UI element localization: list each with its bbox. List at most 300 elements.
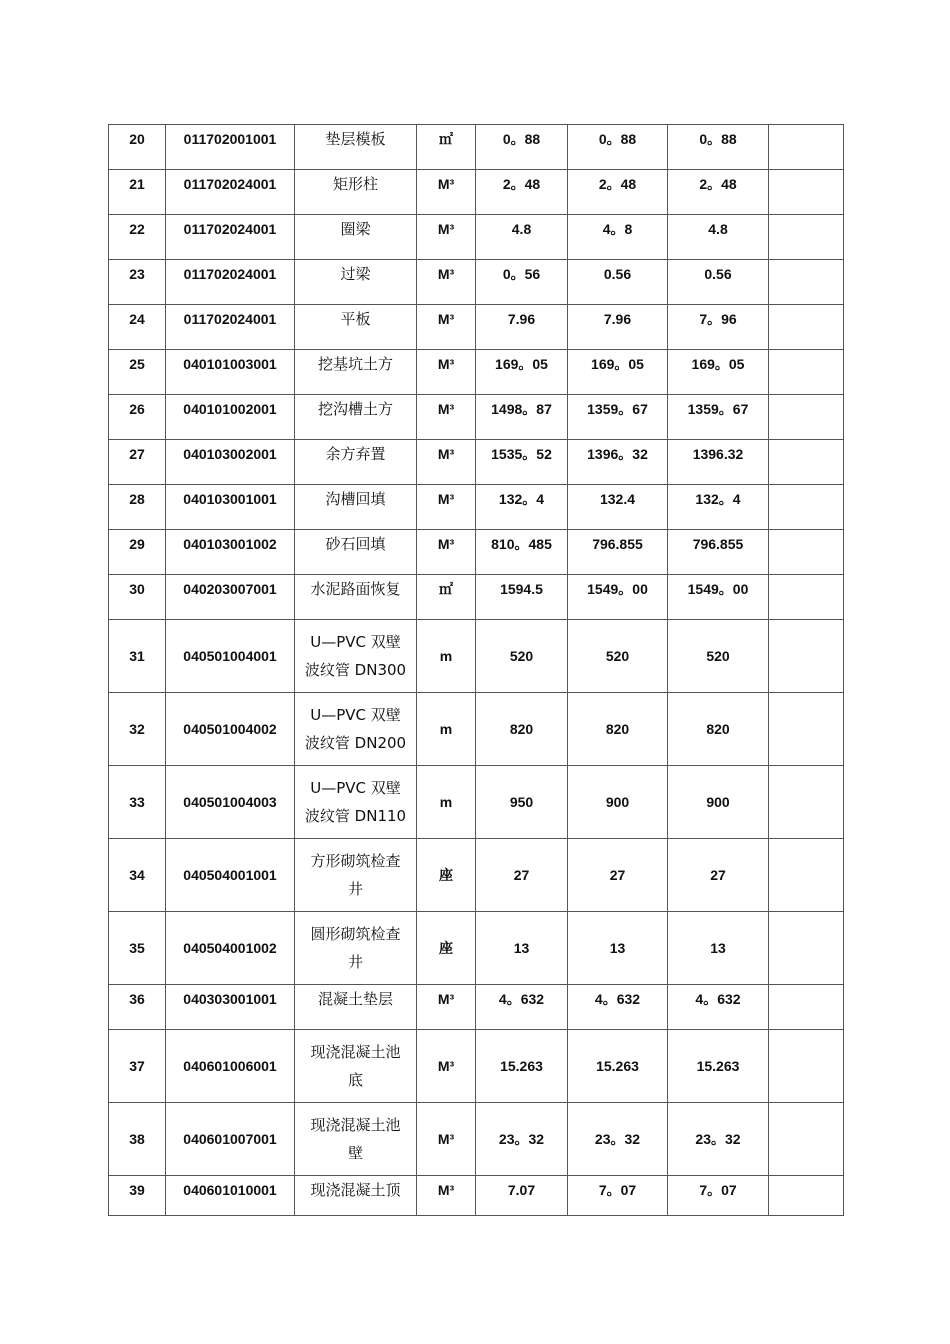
unit-cell-text: M³	[437, 401, 455, 417]
item-code-cell	[166, 693, 295, 766]
quantity-3-cell	[668, 620, 769, 693]
unit-cell-text: M³	[437, 536, 455, 552]
quantity-1-cell	[476, 305, 568, 350]
table-row	[109, 125, 844, 170]
quantity-1-cell-text: 13	[513, 940, 530, 956]
quantity-3-cell-text: 2。48	[699, 176, 737, 192]
item-code-cell-text: 040203007001	[183, 581, 277, 597]
item-code-cell	[166, 305, 295, 350]
unit-cell	[417, 125, 476, 170]
quantity-3-cell	[668, 170, 769, 215]
quantity-2-cell-text: 27	[609, 867, 626, 883]
row-number-cell-text: 33	[129, 794, 145, 810]
quantity-3-cell	[668, 1030, 769, 1103]
table-row	[109, 350, 844, 395]
quantity-3-cell-text: 4。632	[695, 991, 741, 1007]
quantity-3-cell-text: 15.263	[696, 1058, 740, 1074]
item-code-cell-text: 040103002001	[183, 446, 277, 462]
quantity-3-cell	[668, 1176, 769, 1216]
item-code-cell	[166, 215, 295, 260]
quantity-3-cell-text: 900	[706, 794, 730, 810]
item-name-cell-text: 平板	[340, 310, 371, 328]
item-name-line-1: 现浇混凝土池	[310, 1043, 401, 1061]
unit-cell-text: M³	[437, 491, 455, 507]
item-name-line-1: 圆形砌筑检查	[310, 925, 401, 943]
row-number-cell	[109, 530, 166, 575]
quantity-3-cell	[668, 839, 769, 912]
unit-cell	[417, 350, 476, 395]
quantity-1-cell-text: 0。56	[502, 266, 541, 282]
table-row	[109, 912, 844, 985]
quantity-1-cell	[476, 395, 568, 440]
quantity-1-cell	[476, 350, 568, 395]
quantity-2-cell-text: 4。632	[594, 991, 641, 1007]
item-name-cell	[295, 839, 417, 912]
item-name-cell-text: 过梁	[340, 265, 371, 283]
quantity-1-cell-text: 0。88	[502, 131, 541, 147]
row-number-cell	[109, 1103, 166, 1176]
item-name-cell-text: 混凝土垫层	[317, 990, 393, 1008]
quantity-3-cell-text: 4.8	[708, 221, 728, 237]
item-name-cell-text: 挖基坑土方	[317, 355, 393, 373]
item-name-line-2: 井	[347, 953, 363, 971]
row-number-cell	[109, 440, 166, 485]
quantity-3-cell-text: 0。88	[699, 131, 737, 147]
quantity-3-cell	[668, 215, 769, 260]
item-code-cell-text: 011702024001	[183, 311, 277, 327]
table-row	[109, 1176, 844, 1216]
item-name-line-2: 井	[347, 880, 363, 898]
quantity-1-cell-text: 7.07	[507, 1182, 536, 1198]
quantity-1-cell	[476, 485, 568, 530]
quantity-1-cell	[476, 766, 568, 839]
quantity-2-cell-text: 4。8	[602, 221, 633, 237]
row-number-cell	[109, 395, 166, 440]
quantity-table-body	[109, 125, 844, 1216]
quantity-1-cell-text: 27	[513, 867, 530, 883]
table-row	[109, 766, 844, 839]
item-code-cell	[166, 839, 295, 912]
item-name-cell	[295, 395, 417, 440]
unit-cell-text: m	[439, 721, 453, 737]
row-number-cell	[109, 305, 166, 350]
unit-cell	[417, 440, 476, 485]
quantity-1-cell-text: 4。632	[498, 991, 545, 1007]
quantity-3-cell-text: 169。05	[691, 356, 745, 372]
row-number-cell-text: 26	[129, 401, 145, 417]
remark-cell	[769, 1103, 844, 1176]
row-number-cell-text: 35	[129, 940, 145, 956]
quantity-1-cell	[476, 530, 568, 575]
quantity-3-cell-text: 0.56	[704, 266, 732, 282]
quantity-2-cell-text: 796.855	[592, 536, 643, 552]
quantity-2-cell-text: 1549。00	[587, 581, 648, 597]
quantity-2-cell-text: 820	[605, 721, 630, 737]
remark-cell	[769, 766, 844, 839]
item-name-cell	[295, 766, 417, 839]
unit-cell-text: m	[439, 648, 453, 664]
quantity-1-cell	[476, 912, 568, 985]
quantity-1-cell-text: 169。05	[495, 356, 548, 372]
row-number-cell-text: 25	[129, 356, 145, 372]
quantity-2-cell	[568, 170, 668, 215]
quantity-3-cell-text: 796.855	[692, 536, 744, 552]
quantity-3-cell-text: 820	[706, 721, 730, 737]
item-name-line-1: U—PVC 双壁	[310, 633, 401, 651]
unit-cell-text: M³	[437, 356, 455, 372]
row-number-cell-text: 37	[129, 1058, 145, 1074]
quantity-1-cell	[476, 1103, 568, 1176]
unit-cell-text: M³	[437, 221, 455, 237]
quantity-2-cell	[568, 395, 668, 440]
item-name-cell	[295, 350, 417, 395]
item-name-cell-text: 挖沟槽土方	[317, 400, 393, 418]
item-code-cell-text: 040101003001	[183, 356, 277, 372]
item-code-cell	[166, 260, 295, 305]
item-name-cell	[295, 260, 417, 305]
item-name-cell-text: 沟槽回填	[325, 490, 386, 508]
item-code-cell	[166, 1103, 295, 1176]
table-row	[109, 1030, 844, 1103]
item-code-cell-text: 011702024001	[183, 221, 277, 237]
remark-cell	[769, 260, 844, 305]
quantity-1-cell	[476, 620, 568, 693]
quantity-1-cell	[476, 1176, 568, 1216]
item-name-cell	[295, 575, 417, 620]
table-row	[109, 839, 844, 912]
item-name-cell	[295, 440, 417, 485]
quantity-1-cell-text: 1535。52	[491, 446, 552, 462]
quantity-3-cell	[668, 912, 769, 985]
quantity-1-cell	[476, 440, 568, 485]
item-code-cell	[166, 485, 295, 530]
item-code-cell-text: 011702024001	[183, 266, 277, 282]
quantity-3-cell-text: 1549。00	[687, 581, 749, 597]
table-row	[109, 575, 844, 620]
item-name-line-2: 波纹管 DN300	[304, 661, 407, 679]
unit-cell-text: M³	[437, 1058, 455, 1074]
row-number-cell	[109, 620, 166, 693]
row-number-cell	[109, 215, 166, 260]
row-number-cell-text: 23	[129, 266, 145, 282]
remark-cell	[769, 530, 844, 575]
item-code-cell	[166, 350, 295, 395]
row-number-cell	[109, 575, 166, 620]
unit-cell	[417, 575, 476, 620]
item-code-cell	[166, 395, 295, 440]
item-name-cell	[295, 985, 417, 1030]
item-name-cell-text: 圈梁	[340, 220, 371, 238]
quantity-1-cell-text: 15.263	[500, 1058, 543, 1074]
table-row	[109, 395, 844, 440]
quantity-2-cell	[568, 693, 668, 766]
table-row	[109, 215, 844, 260]
quantity-3-cell	[668, 305, 769, 350]
row-number-cell	[109, 260, 166, 305]
table-row	[109, 485, 844, 530]
quantity-2-cell	[568, 575, 668, 620]
quantity-table	[108, 124, 844, 1216]
quantity-1-cell-text: 132。4	[498, 491, 545, 507]
quantity-2-cell-text: 0.56	[603, 266, 632, 282]
row-number-cell-text: 34	[129, 867, 145, 883]
quantity-2-cell-text: 7。07	[598, 1182, 637, 1198]
quantity-2-cell	[568, 1030, 668, 1103]
quantity-2-cell-text: 0。88	[598, 131, 637, 147]
quantity-3-cell	[668, 260, 769, 305]
item-code-cell	[166, 125, 295, 170]
remark-cell	[769, 839, 844, 912]
quantity-1-cell-text: 820	[509, 721, 534, 737]
unit-cell-text: ㎡	[439, 581, 453, 597]
row-number-cell-text: 39	[129, 1182, 145, 1198]
row-number-cell	[109, 170, 166, 215]
quantity-2-cell-text: 2。48	[598, 176, 637, 192]
row-number-cell	[109, 1176, 166, 1216]
item-code-cell-text: 040601007001	[183, 1131, 277, 1147]
quantity-3-cell	[668, 125, 769, 170]
unit-cell-text: M³	[437, 176, 455, 192]
row-number-cell-text: 20	[129, 131, 145, 147]
unit-cell	[417, 305, 476, 350]
table-row	[109, 440, 844, 485]
quantity-3-cell-text: 1396.32	[692, 446, 744, 462]
quantity-2-cell-text: 1359。67	[587, 401, 648, 417]
quantity-1-cell-text: 7.96	[507, 311, 536, 327]
unit-cell	[417, 530, 476, 575]
quantity-3-cell	[668, 485, 769, 530]
quantity-3-cell	[668, 575, 769, 620]
quantity-1-cell	[476, 839, 568, 912]
unit-cell-text: ㎡	[439, 131, 453, 147]
quantity-2-cell	[568, 305, 668, 350]
item-name-line-1: 现浇混凝土池	[310, 1116, 401, 1134]
remark-cell	[769, 125, 844, 170]
quantity-2-cell-text: 900	[605, 794, 630, 810]
item-code-cell	[166, 985, 295, 1030]
quantity-2-cell	[568, 620, 668, 693]
item-code-cell-text: 040501004001	[183, 648, 277, 664]
item-code-cell-text: 011702024001	[183, 176, 277, 192]
quantity-1-cell	[476, 985, 568, 1030]
remark-cell	[769, 350, 844, 395]
table-row	[109, 260, 844, 305]
item-name-cell	[295, 1176, 417, 1216]
table-row	[109, 693, 844, 766]
quantity-2-cell	[568, 912, 668, 985]
unit-cell	[417, 170, 476, 215]
row-number-cell	[109, 693, 166, 766]
row-number-cell-text: 32	[129, 721, 145, 737]
quantity-1-cell-text: 23。32	[498, 1131, 545, 1147]
row-number-cell-text: 31	[129, 648, 145, 664]
item-name-cell-text: 砂石回填	[325, 535, 386, 553]
item-name-line-2: 波纹管 DN200	[304, 734, 407, 752]
row-number-cell-text: 21	[129, 176, 145, 192]
remark-cell	[769, 1176, 844, 1216]
item-name-line-1: U—PVC 双壁	[310, 779, 401, 797]
item-code-cell-text: 040601010001	[183, 1182, 277, 1198]
item-name-cell-text: 矩形柱	[332, 175, 378, 193]
row-number-cell-text: 36	[129, 991, 145, 1007]
item-name-cell	[295, 693, 417, 766]
quantity-2-cell-text: 169。05	[591, 356, 644, 372]
item-name-cell	[295, 170, 417, 215]
item-code-cell-text: 040101002001	[183, 401, 277, 417]
quantity-1-cell	[476, 693, 568, 766]
quantity-2-cell	[568, 215, 668, 260]
row-number-cell-text: 29	[129, 536, 145, 552]
quantity-3-cell-text: 7。96	[699, 311, 737, 327]
item-name-cell	[295, 215, 417, 260]
quantity-3-cell	[668, 395, 769, 440]
remark-cell	[769, 215, 844, 260]
unit-cell	[417, 215, 476, 260]
unit-cell	[417, 620, 476, 693]
table-row	[109, 1103, 844, 1176]
quantity-3-cell-text: 13	[710, 940, 726, 956]
quantity-2-cell	[568, 985, 668, 1030]
quantity-3-cell	[668, 693, 769, 766]
table-row	[109, 530, 844, 575]
quantity-3-cell-text: 1359。67	[687, 401, 749, 417]
quantity-1-cell	[476, 170, 568, 215]
row-number-cell	[109, 985, 166, 1030]
quantity-1-cell-text: 520	[509, 648, 534, 664]
item-name-cell	[295, 125, 417, 170]
item-code-cell	[166, 170, 295, 215]
item-name-line-1: 方形砌筑检查	[310, 852, 401, 870]
quantity-2-cell-text: 7.96	[603, 311, 632, 327]
quantity-2-cell	[568, 440, 668, 485]
quantity-3-cell	[668, 766, 769, 839]
remark-cell	[769, 305, 844, 350]
quantity-3-cell	[668, 985, 769, 1030]
quantity-1-cell	[476, 1030, 568, 1103]
unit-cell	[417, 766, 476, 839]
quantity-1-cell-text: 2。48	[502, 176, 541, 192]
quantity-1-cell	[476, 125, 568, 170]
quantity-2-cell	[568, 1176, 668, 1216]
unit-cell-text: M³	[437, 1131, 455, 1147]
item-code-cell	[166, 766, 295, 839]
item-code-cell-text: 040103001002	[183, 536, 277, 552]
item-name-cell-text: 余方弃置	[325, 445, 386, 463]
row-number-cell	[109, 766, 166, 839]
row-number-cell-text: 38	[129, 1131, 145, 1147]
quantity-2-cell-text: 15.263	[596, 1058, 639, 1074]
quantity-1-cell-text: 810。485	[491, 536, 552, 552]
row-number-cell-text: 24	[129, 311, 145, 327]
quantity-2-cell	[568, 350, 668, 395]
quantity-2-cell-text: 520	[605, 648, 630, 664]
item-name-cell-text: 现浇混凝土顶	[310, 1181, 401, 1199]
table-row	[109, 305, 844, 350]
quantity-1-cell	[476, 215, 568, 260]
quantity-2-cell-text: 13	[609, 940, 626, 956]
quantity-1-cell	[476, 260, 568, 305]
item-name-cell	[295, 912, 417, 985]
item-name-line-2: 底	[347, 1071, 363, 1089]
item-code-cell	[166, 575, 295, 620]
unit-cell	[417, 839, 476, 912]
item-code-cell-text: 040501004002	[183, 721, 277, 737]
unit-cell	[417, 485, 476, 530]
quantity-2-cell-text: 23。32	[594, 1131, 641, 1147]
row-number-cell	[109, 350, 166, 395]
quantity-3-cell	[668, 440, 769, 485]
quantity-2-cell	[568, 530, 668, 575]
remark-cell	[769, 1030, 844, 1103]
unit-cell	[417, 1103, 476, 1176]
remark-cell	[769, 170, 844, 215]
item-code-cell-text: 040601006001	[183, 1058, 277, 1074]
item-name-cell	[295, 530, 417, 575]
remark-cell	[769, 912, 844, 985]
row-number-cell	[109, 912, 166, 985]
unit-cell	[417, 1176, 476, 1216]
table-row	[109, 620, 844, 693]
table-row	[109, 985, 844, 1030]
item-code-cell-text: 040303001001	[183, 991, 277, 1007]
item-code-cell	[166, 530, 295, 575]
item-name-line-2: 壁	[347, 1144, 363, 1162]
remark-cell	[769, 575, 844, 620]
unit-cell-text: M³	[437, 1182, 455, 1198]
unit-cell	[417, 912, 476, 985]
quantity-3-cell-text: 23。32	[695, 1131, 741, 1147]
quantity-2-cell-text: 1396。32	[587, 446, 648, 462]
unit-cell	[417, 260, 476, 305]
quantity-2-cell-text: 132.4	[599, 491, 636, 507]
row-number-cell	[109, 1030, 166, 1103]
item-code-cell	[166, 912, 295, 985]
unit-cell-text: 座	[439, 940, 453, 956]
quantity-2-cell	[568, 485, 668, 530]
item-code-cell-text: 040504001001	[183, 867, 277, 883]
quantity-2-cell	[568, 766, 668, 839]
item-name-cell	[295, 1103, 417, 1176]
item-code-cell-text: 040501004003	[183, 794, 277, 810]
unit-cell	[417, 1030, 476, 1103]
unit-cell-text: 座	[439, 867, 453, 883]
row-number-cell	[109, 839, 166, 912]
quantity-1-cell-text: 4.8	[511, 221, 532, 237]
quantity-3-cell	[668, 530, 769, 575]
item-name-cell	[295, 1030, 417, 1103]
item-name-line-2: 波纹管 DN110	[304, 807, 407, 825]
remark-cell	[769, 440, 844, 485]
quantity-1-cell-text: 950	[509, 794, 534, 810]
remark-cell	[769, 985, 844, 1030]
quantity-3-cell-text: 27	[710, 867, 726, 883]
remark-cell	[769, 485, 844, 530]
quantity-2-cell	[568, 260, 668, 305]
item-code-cell	[166, 1030, 295, 1103]
quantity-1-cell-text: 1498。87	[491, 401, 552, 417]
row-number-cell	[109, 125, 166, 170]
item-name-cell	[295, 305, 417, 350]
row-number-cell-text: 28	[129, 491, 145, 507]
unit-cell-text: M³	[437, 991, 455, 1007]
item-name-cell	[295, 620, 417, 693]
table-row	[109, 170, 844, 215]
quantity-3-cell-text: 7。07	[699, 1182, 737, 1198]
unit-cell-text: M³	[437, 446, 455, 462]
quantity-3-cell-text: 520	[706, 648, 730, 664]
item-name-cell-text: 垫层模板	[325, 130, 386, 148]
row-number-cell-text: 27	[129, 446, 145, 462]
